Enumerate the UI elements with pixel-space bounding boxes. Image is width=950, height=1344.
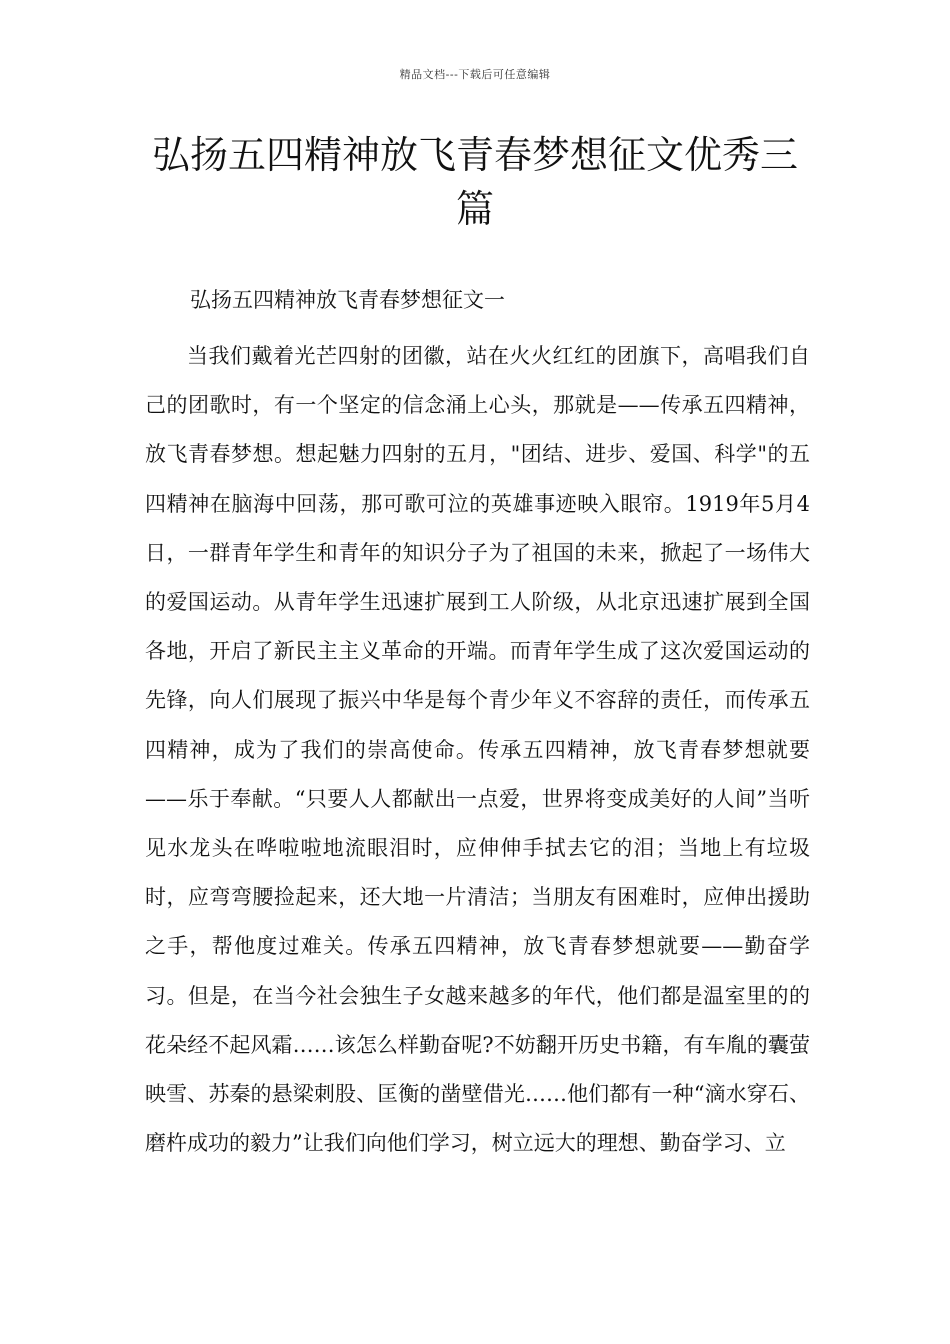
document-title: 弘扬五四精神放飞青春梦想征文优秀三篇 xyxy=(151,133,798,231)
body-paragraph: 当我们戴着光芒四射的团徽，站在火火红红的团旗下，高唱我们自己的团歌时，有一个坚定的信念涌上心头，那就是——传承五四精神，放飞青春梦想。想起魅力四射的五月，"团结、进步、爱国、科学"的五四精神在脑海中回荡，那可歌可泣的英雄事迹映入眼帘。1919年5月4日，一群青年学生和青年的知识分子为了祖国的未来，掀起了一场伟大的爱国运动。从青年学生迅速扩展到工人阶级，从北京迅速扩展到全国各地，开启了新民主主义革命的开端。而青年学生成了这次爱国运动的先锋，向人们展现了振兴中华是每个青少年义不容辞的责任，而传承五四精神，成为了我们的崇高使命。传承五四精神，放飞青春梦想就要——乐于奉献。“只要人人都献出一点爱，世界将变成美好的人间”当听见水龙头在哗啦啦地流眼泪时，应伸伸手拭去它的泪；当地上有垃圾时，应弯弯腰捡起来，还大地一片清洁；当朋友有困难时，应伸出援助之手，帮他度过难关。传承五四精神，放飞青春梦想就要——勤奋学习。但是，在当今社会独生子女越来越多的年代，他们都是温室里的的花朵经不起风霜……该怎么样勤奋呢?不妨翻开历史书籍，有车胤的囊萤映雪、苏秦的悬梁刺股、匡衡的凿壁借光……他们都有一种“滴水穿石、磨杵成功的毅力”让我们向他们学习，树立远大的理想、勤奋学习、立 xyxy=(145,344,810,1156)
header-note: 精品文档---下载后可任意编辑 xyxy=(399,68,551,81)
section-subtitle: 弘扬五四精神放飞青春梦想征文一 xyxy=(190,288,505,312)
